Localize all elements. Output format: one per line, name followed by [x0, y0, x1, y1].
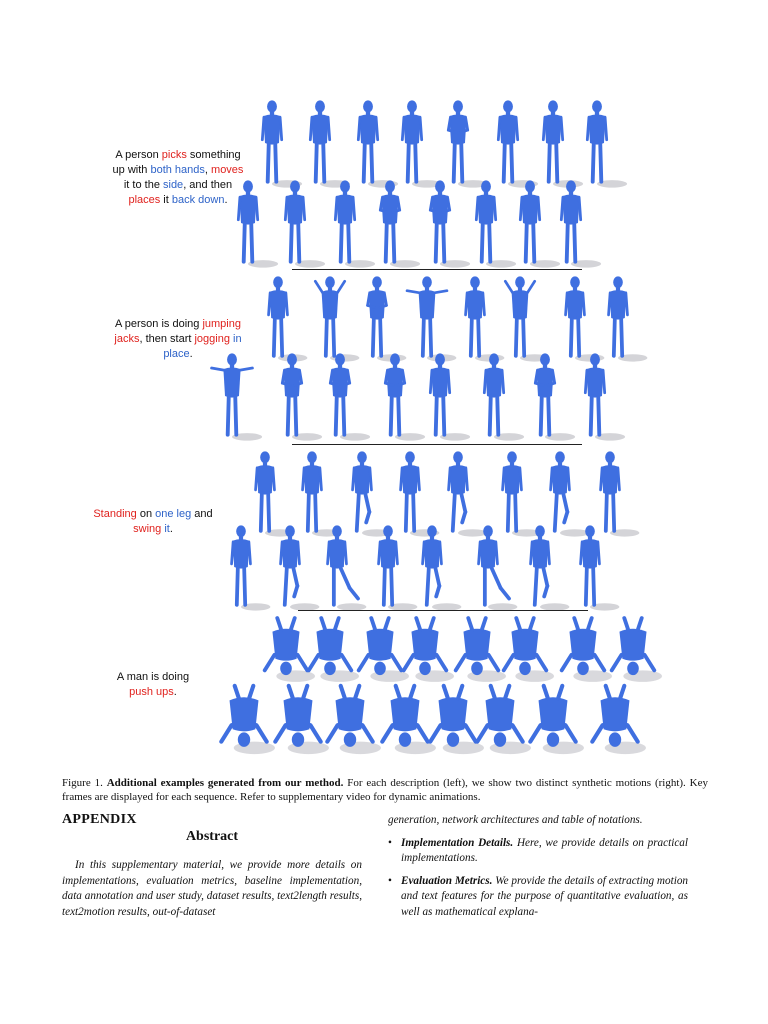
human-figure	[380, 180, 420, 267]
human-figure	[587, 100, 627, 187]
human-figure-pushup	[456, 618, 506, 682]
human-figure	[484, 353, 524, 440]
human-figure-pushup	[309, 618, 359, 682]
figure-caption-bold: Additional examples generated from our method.	[106, 777, 344, 789]
abstract-heading: Abstract	[185, 829, 239, 844]
human-figure-pushup	[562, 618, 612, 682]
caption-segment: it	[160, 194, 172, 206]
row-caption-pushups	[62, 670, 244, 700]
human-figure	[551, 451, 590, 536]
caption-segment: push ups	[129, 686, 174, 698]
human-figure	[212, 353, 263, 440]
human-figure	[520, 180, 560, 267]
human-figure	[358, 100, 398, 187]
human-figure	[310, 100, 350, 187]
human-figure	[448, 100, 488, 187]
human-figure	[543, 100, 583, 187]
human-figure-pushup	[504, 618, 554, 682]
human-figure	[498, 100, 538, 187]
caption-segment: jogging	[194, 333, 230, 345]
human-figure	[503, 451, 542, 536]
caption-segment: place	[163, 348, 190, 360]
human-figure-pushup	[275, 686, 329, 754]
human-figure-pushup	[430, 686, 484, 754]
figure-caption-text: For each description (left), we show two distinct synthetic motions (right). Key frames are displayed for each sequence. Refer to supplementary video for dynamic animations.	[62, 777, 708, 803]
bullet-text: Here, we provide details on practical implementations.	[401, 836, 688, 864]
figure-label: Figure 1.	[62, 777, 107, 789]
human-figure-pushup	[592, 686, 646, 754]
caption-segment: , then start	[139, 333, 195, 345]
human-figure	[479, 525, 518, 610]
human-figure-pushup	[359, 618, 409, 682]
caption-segment: it	[164, 523, 170, 535]
caption-segment: swing	[133, 523, 162, 535]
human-figure	[328, 525, 367, 610]
caption-segment: on	[136, 508, 156, 520]
human-figure	[423, 525, 462, 610]
caption-segment: .	[169, 523, 173, 535]
appendix-heading: APPENDIX	[62, 812, 137, 827]
caption-segment: A person is doing	[115, 318, 203, 330]
caption-segment: jacks	[114, 333, 140, 345]
bullet-dot: •	[388, 836, 392, 849]
human-figure-pushup	[382, 686, 436, 754]
caption-segment: ,	[204, 164, 212, 176]
human-figure-pushup	[404, 618, 454, 682]
human-figure-pushup	[265, 618, 315, 682]
row-caption-one-leg	[62, 507, 244, 537]
human-figure	[385, 353, 425, 440]
caption-segment: up with	[112, 164, 151, 176]
caption-segment: .	[224, 194, 228, 206]
bullet-heading: Implementation Details.	[401, 836, 514, 849]
human-figure	[256, 451, 295, 536]
caption-segment: it to the	[123, 179, 163, 191]
caption-segment: jumping	[202, 318, 241, 330]
human-figure	[232, 525, 271, 610]
human-figure-pushup	[477, 686, 531, 754]
human-figure-pushup	[327, 686, 381, 754]
abstract-paragraph: In this supplementary material, we provide more details on implementations, evaluation metrics, baseline implementation, data annotation and user study, dataset results, text2length results, text2motion results, out-of-dataset	[62, 859, 362, 918]
human-figure	[368, 276, 407, 361]
human-figure	[449, 451, 488, 536]
human-figure	[402, 100, 442, 187]
caption-segment: something	[186, 149, 241, 161]
caption-segment: in	[233, 333, 242, 345]
bullet-evaluation-metrics	[388, 874, 688, 921]
human-figure	[335, 180, 375, 267]
caption-segment: A man is doing	[116, 671, 190, 683]
human-figure	[303, 451, 342, 536]
human-figure	[330, 353, 370, 440]
human-figure	[476, 180, 516, 267]
human-figure	[531, 525, 570, 610]
bullet-dot: •	[388, 874, 392, 887]
row-divider	[292, 444, 582, 445]
caption-segment: both hands	[150, 164, 205, 176]
human-figure	[601, 451, 640, 536]
human-figure	[353, 451, 392, 536]
bullet-implementation-details	[388, 836, 688, 867]
right-column	[388, 813, 688, 927]
human-figure	[315, 276, 359, 361]
caption-segment: back down	[171, 194, 225, 206]
human-figure	[407, 276, 456, 361]
human-figure	[505, 276, 549, 361]
caption-segment: .	[173, 686, 177, 698]
caption-segment: Standing	[93, 508, 137, 520]
human-figure	[430, 180, 470, 267]
row-divider	[292, 269, 582, 270]
human-figure	[566, 276, 605, 361]
human-figure	[281, 525, 320, 610]
human-figure	[466, 276, 505, 361]
caption-segment: and	[191, 508, 213, 520]
human-figure	[609, 276, 648, 361]
figure-caption	[62, 776, 708, 804]
row-divider	[298, 610, 588, 611]
right-column-intro: generation, network architectures and table of notations.	[388, 814, 643, 826]
caption-segment: , and then	[183, 179, 233, 191]
human-figure	[282, 353, 322, 440]
human-figure	[561, 180, 601, 267]
caption-segment: moves	[211, 164, 244, 176]
caption-segment: A person	[115, 149, 162, 161]
row-caption-pick	[62, 148, 294, 208]
human-figure	[379, 525, 418, 610]
human-figure-pushup	[612, 618, 662, 682]
human-figure	[430, 353, 470, 440]
human-figure	[401, 451, 440, 536]
row-caption-jumping	[62, 317, 294, 362]
caption-segment: picks	[161, 149, 187, 161]
caption-segment: places	[128, 194, 161, 206]
caption-segment: one leg	[155, 508, 192, 520]
human-figure	[581, 525, 620, 610]
caption-segment: side	[163, 179, 184, 191]
bullet-heading: Evaluation Metrics.	[401, 874, 493, 887]
caption-segment: .	[189, 348, 193, 360]
human-figure	[535, 353, 575, 440]
human-figure-pushup	[530, 686, 584, 754]
bullet-text: We provide the details of extracting motion and text features for the purpose of quantitative evaluation, as well as mathematical explana-	[401, 874, 689, 918]
human-figure	[585, 353, 625, 440]
